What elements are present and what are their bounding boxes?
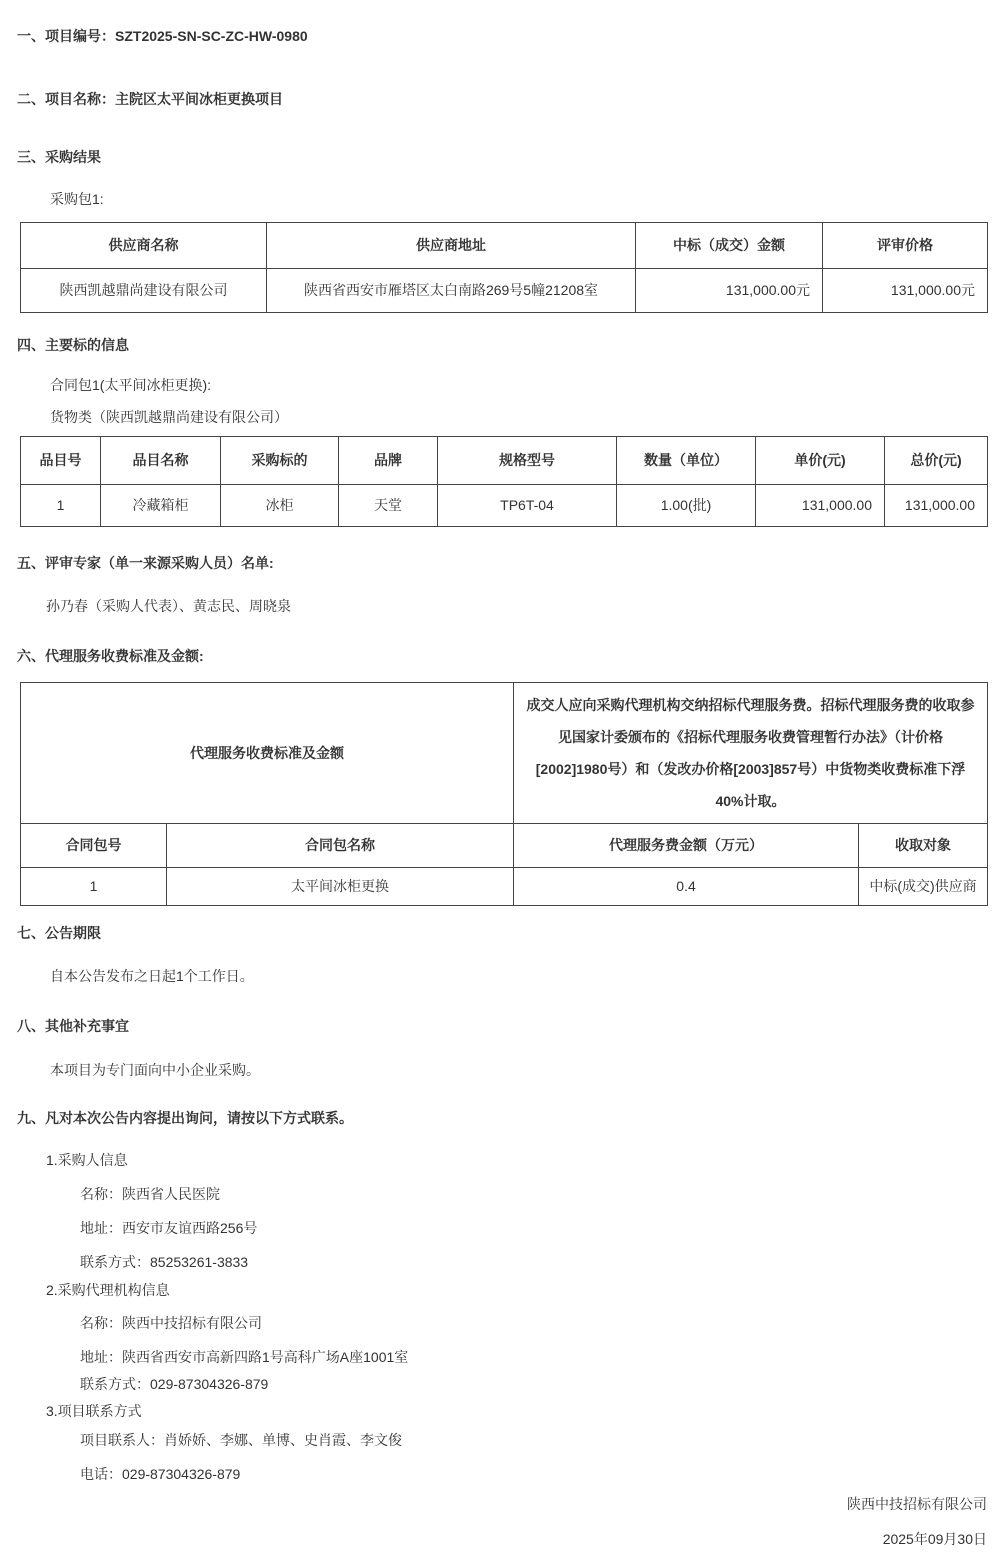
fee-payer-cell: 中标(成交)供应商 (859, 868, 988, 906)
signature-date: 2025年09月30日 (882, 1531, 987, 1547)
agency-fee-table (20, 682, 988, 906)
package-label: 采购包1: (50, 191, 104, 207)
signature-company: 陕西中技招标有限公司 (847, 1496, 987, 1512)
col-spec-model: 规格型号 (438, 437, 617, 485)
section-heading-supplementary: 八、其他补充事宜 (17, 1018, 129, 1034)
agency-info-title: 2.采购代理机构信息 (46, 1282, 170, 1298)
section-heading-announcement-period: 七、公告期限 (17, 925, 101, 941)
agency-fee-title-cell: 代理服务收费标准及金额 (21, 683, 514, 824)
table-row (21, 269, 988, 313)
procurement-target-cell: 冰柜 (221, 485, 339, 527)
award-amount-cell: 131,000.00元 (636, 269, 823, 313)
table-header-row (21, 223, 988, 269)
contract-package-name-cell: 太平间冰柜更换 (167, 868, 514, 906)
agency-fee-amount-cell: 0.4 (514, 868, 859, 906)
agency-fee-desc-cell: 成交人应向采购代理机构交纳招标代理服务费。招标代理服务费的收取参见国家计委颁布的《招标代理服务收费管理暂行办法》（计价格[2002]1980号）和（发改办价格[2003]857号）中货物类收费标准下浮40%计取。 (514, 683, 988, 824)
supplier-name-cell: 陕西凯越鼎尚建设有限公司 (21, 269, 267, 313)
announcement-period-text: 自本公告发布之日起1个工作日。 (50, 968, 254, 984)
project-contact-persons: 项目联系人：肖娇娇、李娜、单博、史肖霞、李文俊 (80, 1432, 402, 1448)
col-total-price: 总价(元) (885, 437, 988, 485)
total-price-cell: 131,000.00 (885, 485, 988, 527)
brand-cell: 天堂 (339, 485, 438, 527)
unit-price-cell: 131,000.00 (756, 485, 885, 527)
col-fee-payer: 收取对象 (859, 824, 988, 868)
agency-phone: 联系方式：029-87304326-879 (80, 1376, 269, 1392)
col-unit-price: 单价(元) (756, 437, 885, 485)
table-row (21, 485, 988, 527)
item-number-cell: 1 (21, 485, 101, 527)
section-heading-main-subject: 四、主要标的信息 (17, 337, 129, 353)
section-heading-procurement-result: 三、采购结果 (17, 149, 101, 165)
section-heading-project-number: 一、项目编号：SZT2025-SN-SC-ZC-HW-0980 (17, 28, 308, 44)
contract-package-number-cell: 1 (21, 868, 167, 906)
purchaser-address: 地址：西安市友谊西路256号 (80, 1220, 258, 1236)
col-brand: 品牌 (339, 437, 438, 485)
col-item-name: 品目名称 (101, 437, 221, 485)
contract-package-label: 合同包1(太平间冰柜更换): (50, 377, 211, 393)
col-contract-package-number: 合同包号 (21, 824, 167, 868)
section-heading-project-name: 二、项目名称：主院区太平间冰柜更换项目 (17, 91, 283, 107)
col-contract-package-name: 合同包名称 (167, 824, 514, 868)
col-item-number: 品目号 (21, 437, 101, 485)
supplementary-text: 本项目为专门面向中小企业采购。 (50, 1062, 260, 1078)
table-row (21, 868, 988, 906)
spec-model-cell: TP6T-04 (438, 485, 617, 527)
agency-name: 名称：陕西中技招标有限公司 (80, 1315, 262, 1331)
item-name-cell: 冷藏箱柜 (101, 485, 221, 527)
review-price-cell: 131,000.00元 (823, 269, 988, 313)
table-header-row (21, 824, 988, 868)
purchaser-phone: 联系方式：85253261-3833 (80, 1254, 249, 1270)
supplier-address-cell: 陕西省西安市雁塔区太白南路269号5幢21208室 (267, 269, 636, 313)
section-heading-agency-fee: 六、代理服务收费标准及金额: (17, 648, 204, 664)
purchaser-info-title: 1.采购人信息 (46, 1152, 128, 1168)
project-contact-title: 3.项目联系方式 (46, 1403, 142, 1419)
procurement-result-table (20, 222, 988, 313)
table-header-row (21, 437, 988, 485)
col-quantity: 数量（单位） (617, 437, 756, 485)
goods-category-label: 货物类（陕西凯越鼎尚建设有限公司） (50, 409, 288, 425)
col-award-amount: 中标（成交）金额 (636, 223, 823, 269)
col-supplier-address: 供应商地址 (267, 223, 636, 269)
col-procurement-target: 采购标的 (221, 437, 339, 485)
quantity-cell: 1.00(批) (617, 485, 756, 527)
purchaser-name: 名称：陕西省人民医院 (80, 1186, 220, 1202)
agency-fee-merged-row (21, 683, 988, 824)
section-heading-experts: 五、评审专家（单一来源采购人员）名单: (17, 555, 274, 571)
col-agency-fee-amount: 代理服务费金额（万元） (514, 824, 859, 868)
col-supplier-name: 供应商名称 (21, 223, 267, 269)
agency-address: 地址：陕西省西安市高新四路1号高科广场A座1001室 (80, 1349, 409, 1365)
experts-list: 孙乃春（采购人代表）、黄志民、周晓泉 (46, 598, 291, 614)
section-heading-contact: 九、凡对本次公告内容提出询问，请按以下方式联系。 (17, 1110, 353, 1126)
project-contact-phone: 电话：029-87304326-879 (80, 1466, 241, 1482)
items-table (20, 436, 988, 527)
col-review-price: 评审价格 (823, 223, 988, 269)
